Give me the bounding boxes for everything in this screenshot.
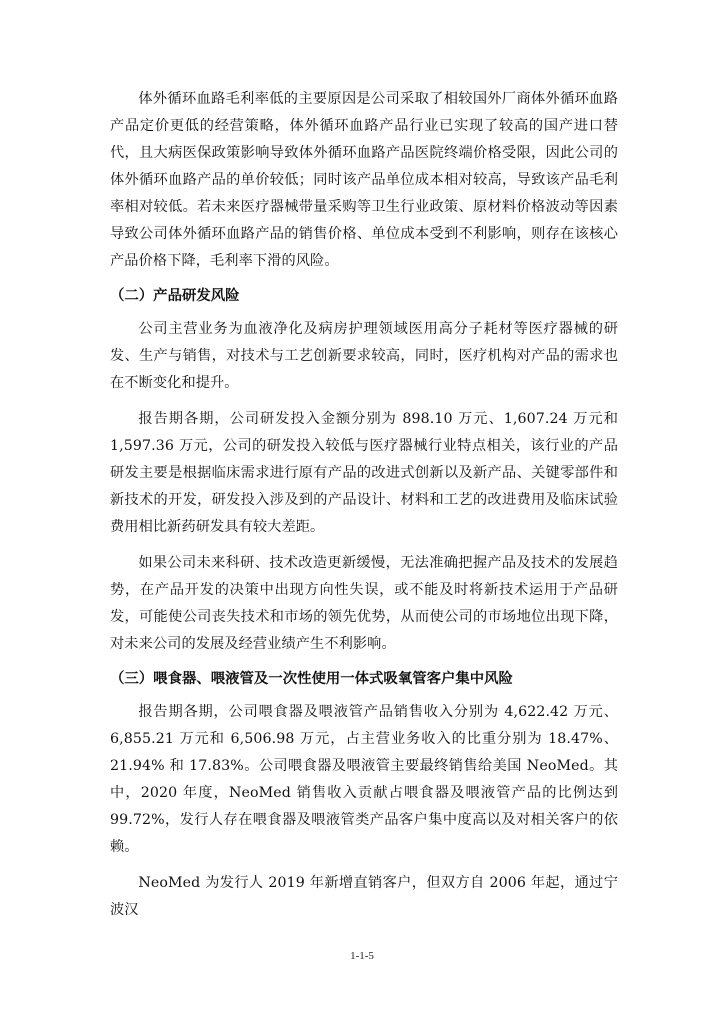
page-number: 1-1-5 bbox=[350, 950, 374, 962]
paragraph-customer-2: NeoMed 为发行人 2019 年新增直销客户，但双方自 2006 年起，通过宁波汉 bbox=[110, 875, 618, 918]
paragraph-rd-2: 报告期各期，公司研发投入金额分别为 898.10 万元、1,607.24 万元和 1,597.36 万元，公司的研发投入较低与医疗器械行业特点相关，该行业的产品研发主要是根据临床需求进行原有产品的改进式创新以及新产品、关键零部件和新技术的开发，研发投入涉及到的产品设计、材料和工艺的改进费用及临床试验费用相比新药研发具有较大差距。 bbox=[110, 411, 618, 535]
paragraph-rd-3: 如果公司未来科研、技术改造更新缓慢，无法准确把握产品及技术的发展趋势，在产品开发的决策中出现方向性失误，或不能及时将新技术运用于产品研发，可能使公司丧失技术和市场的领先优势，从而使公司的市场地位出现下降，对未来公司的发展及经营业绩产生不利影响。 bbox=[110, 555, 618, 652]
paragraph-margin-risk: 体外循环血路毛利率低的主要原因是公司采取了相较国外厂商体外循环血路产品定价更低的经营策略，体外循环血路产品行业已实现了较高的国产进口替代，且大病医保政策影响导致体外循环血路产品医院终端价格受限，因此公司的体外循环血路产品的单价较低；同时该产品单位成本相对较高，导致该产品毛利率相对较低。若未来医疗器械带量采购等卫生行业政策、原材料价格波动等因素导致公司体外循环血路产品的销售价格、单位成本受到不利影响，则存在该核心产品价格下降，毛利率下滑的风险。 bbox=[110, 91, 618, 269]
paragraph-customer-1: 报告期各期，公司喂食器及喂液管产品销售收入分别为 4,622.42 万元、6,855.21 万元和 6,506.98 万元，占主营业务收入的比重分别为 18.47%、21.94% 和 17.83%。公司喂食器及喂液管主要最终销售给美国 NeoMed。其中，2020 年度，NeoMed 销售收入贡献占喂食器及喂液管产品的比例达到 99.72%，发行人存在喂食器及喂液管类产品客户集中度高以及对相关客户的依赖。 bbox=[110, 704, 618, 855]
page-content bbox=[110, 86, 618, 924]
heading-customer-risk: （三）喂食器、喂液管及一次性使用一体式吸氧管客户集中风险 bbox=[110, 671, 513, 687]
paragraph-rd-1: 公司主营业务为血液净化及病房护理领域医用高分子耗材等医疗器械的研发、生产与销售，对技术与工艺创新要求较高，同时，医疗机构对产品的需求也在不断变化和提升。 bbox=[110, 321, 618, 391]
heading-rd-risk: （二）产品研发风险 bbox=[110, 288, 240, 304]
